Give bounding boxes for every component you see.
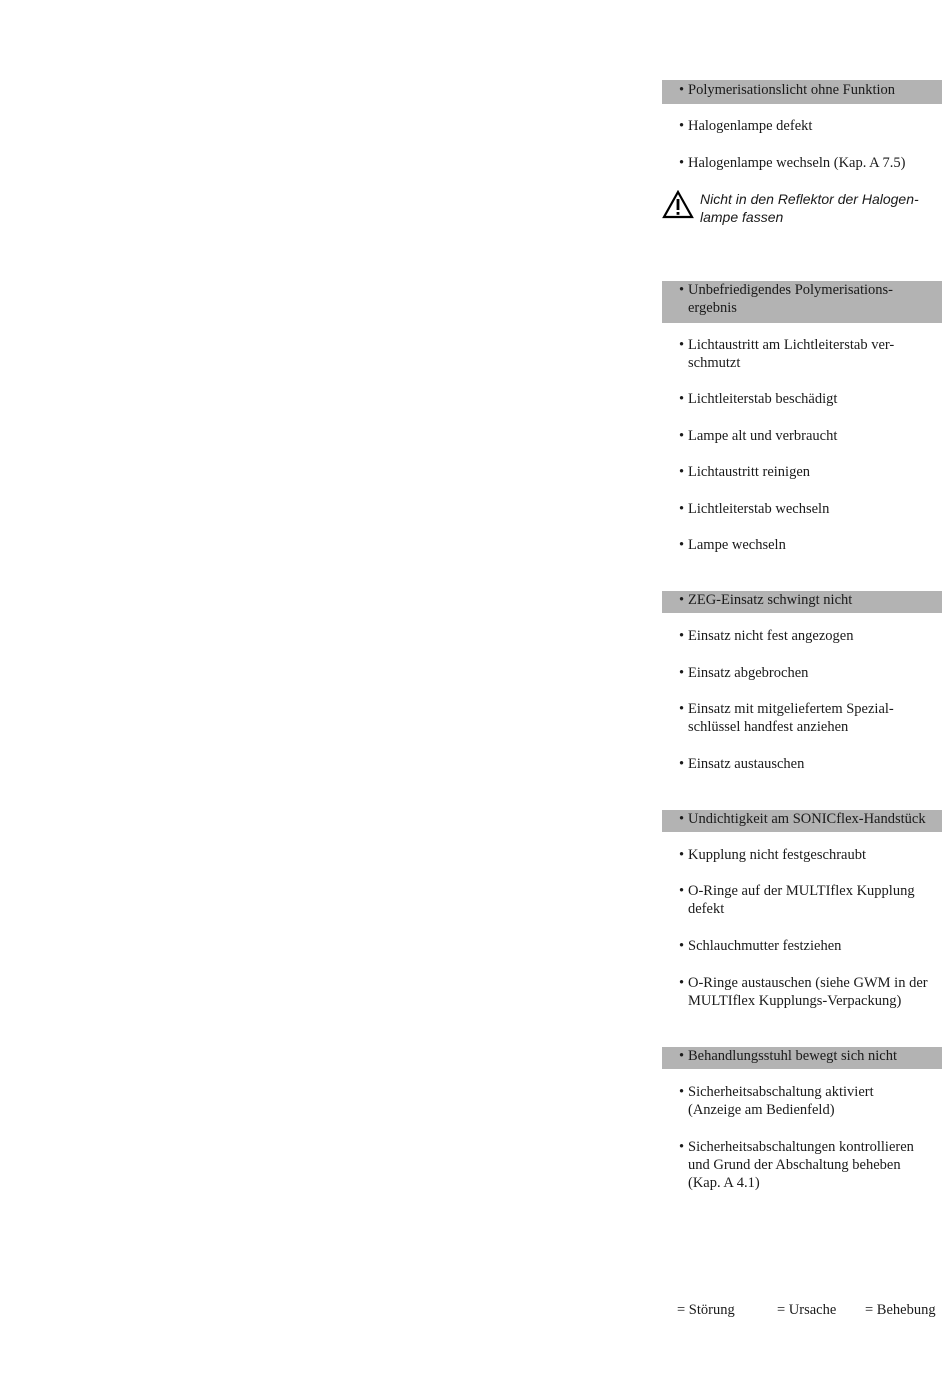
cause-text: Lampe alt und verbraucht xyxy=(688,428,838,444)
remedy-item: • Einsatz mit mitgeliefertem Spezial- schlüssel handfest anziehen xyxy=(662,700,942,736)
legend-remedy: = Behebung xyxy=(865,1302,936,1318)
cause-item: • Lampe alt und verbraucht xyxy=(662,427,942,445)
fault-row: • ZEG-Einsatz schwingt nicht xyxy=(662,591,942,613)
remedy-item: • O-Ringe austauschen (siehe GWM in der MULTIflex Kupplungs-Verpackung) xyxy=(662,974,942,1010)
fault-row: • Unbefriedigendes Polymerisations- ergebnis xyxy=(662,281,942,323)
remedy-text: Lichtaustritt reinigen xyxy=(688,464,811,480)
fault-text: Polymerisationslicht ohne Funktion xyxy=(688,82,896,98)
remedy-text: Lampe wechseln xyxy=(688,537,786,553)
cause-text: Lichtleiterstab beschädigt xyxy=(688,391,838,407)
cause-text: Sicherheitsabschaltung aktiviert (Anzeige am Bedienfeld) xyxy=(688,1084,874,1118)
cause-item: • Lichtaustritt am Lichtleiterstab ver- schmutzt xyxy=(662,336,942,372)
cause-text: Einsatz nicht fest angezogen xyxy=(688,628,854,644)
remedy-text: O-Ringe austauschen (siehe GWM in der MULTIflex Kupplungs-Verpackung) xyxy=(688,975,928,1009)
legend-fault: = Störung xyxy=(677,1302,735,1318)
fault-text: Behandlungsstuhl bewegt sich nicht xyxy=(688,1048,898,1064)
cause-item: • Einsatz abgebrochen xyxy=(662,664,942,682)
fault-row: • Undichtigkeit am SONICflex-Handstück xyxy=(662,810,942,832)
cause-text: Halogenlampe defekt xyxy=(688,118,813,134)
warning-triangle-icon xyxy=(662,190,696,226)
cause-text: O-Ringe auf der MULTIflex Kupplung defekt xyxy=(688,883,915,917)
fault-text: Undichtigkeit am SONICflex-Handstück xyxy=(688,811,926,827)
remedy-item: • Halogenlampe wechseln (Kap. A 7.5) xyxy=(662,154,942,172)
remedy-item: • Sicherheitsabschaltungen kontrollieren und Grund der Abschaltung beheben (Kap. A 4.1) xyxy=(662,1138,942,1192)
remedy-text: Halogenlampe wechseln (Kap. A 7.5) xyxy=(688,155,906,171)
fault-row: • Polymerisationslicht ohne Funktion xyxy=(662,80,942,104)
cause-text: Kupplung nicht festgeschraubt xyxy=(688,847,866,863)
cause-item: • Sicherheitsabschaltung aktiviert (Anzeige am Bedienfeld) xyxy=(662,1083,942,1119)
remedy-item: • Lampe wechseln xyxy=(662,536,942,554)
warning-text: Nicht in den Reflektor der Halogen- lampe fassen xyxy=(700,191,919,225)
remedy-text: Sicherheitsabschaltungen kontrollieren und Grund der Abschaltung beheben (Kap. A 4.1) xyxy=(688,1139,914,1191)
fault-text: Unbefriedigendes Polymerisations- ergebnis xyxy=(688,282,893,316)
fault-text: ZEG-Einsatz schwingt nicht xyxy=(688,592,853,608)
remedy-item: • Einsatz austauschen xyxy=(662,755,942,773)
cause-item: • Halogenlampe defekt xyxy=(662,117,942,135)
cause-item: • O-Ringe auf der MULTIflex Kupplung defekt xyxy=(662,882,942,918)
remedy-item: • Lichtaustritt reinigen xyxy=(662,463,942,481)
remedy-item: • Lichtleiterstab wechseln xyxy=(662,500,942,518)
remedy-text: Schlauchmutter festziehen xyxy=(688,938,842,954)
legend-cause: = Ursache xyxy=(777,1302,837,1318)
remedy-item: • Schlauchmutter festziehen xyxy=(662,937,942,955)
cause-text: Einsatz abgebrochen xyxy=(688,665,809,681)
warning-note xyxy=(662,190,942,226)
cause-text: Lichtaustritt am Lichtleiterstab ver- schmutzt xyxy=(688,337,895,371)
fault-row: • Behandlungsstuhl bewegt sich nicht xyxy=(662,1047,942,1069)
cause-item: • Einsatz nicht fest angezogen xyxy=(662,627,942,645)
remedy-text: Einsatz austauschen xyxy=(688,756,805,772)
cause-item: • Kupplung nicht festgeschraubt xyxy=(662,846,942,864)
remedy-text: Lichtleiterstab wechseln xyxy=(688,501,830,517)
remedy-text: Einsatz mit mitgeliefertem Spezial- schlüssel handfest anziehen xyxy=(688,701,894,735)
cause-item: • Lichtleiterstab beschädigt xyxy=(662,390,942,408)
